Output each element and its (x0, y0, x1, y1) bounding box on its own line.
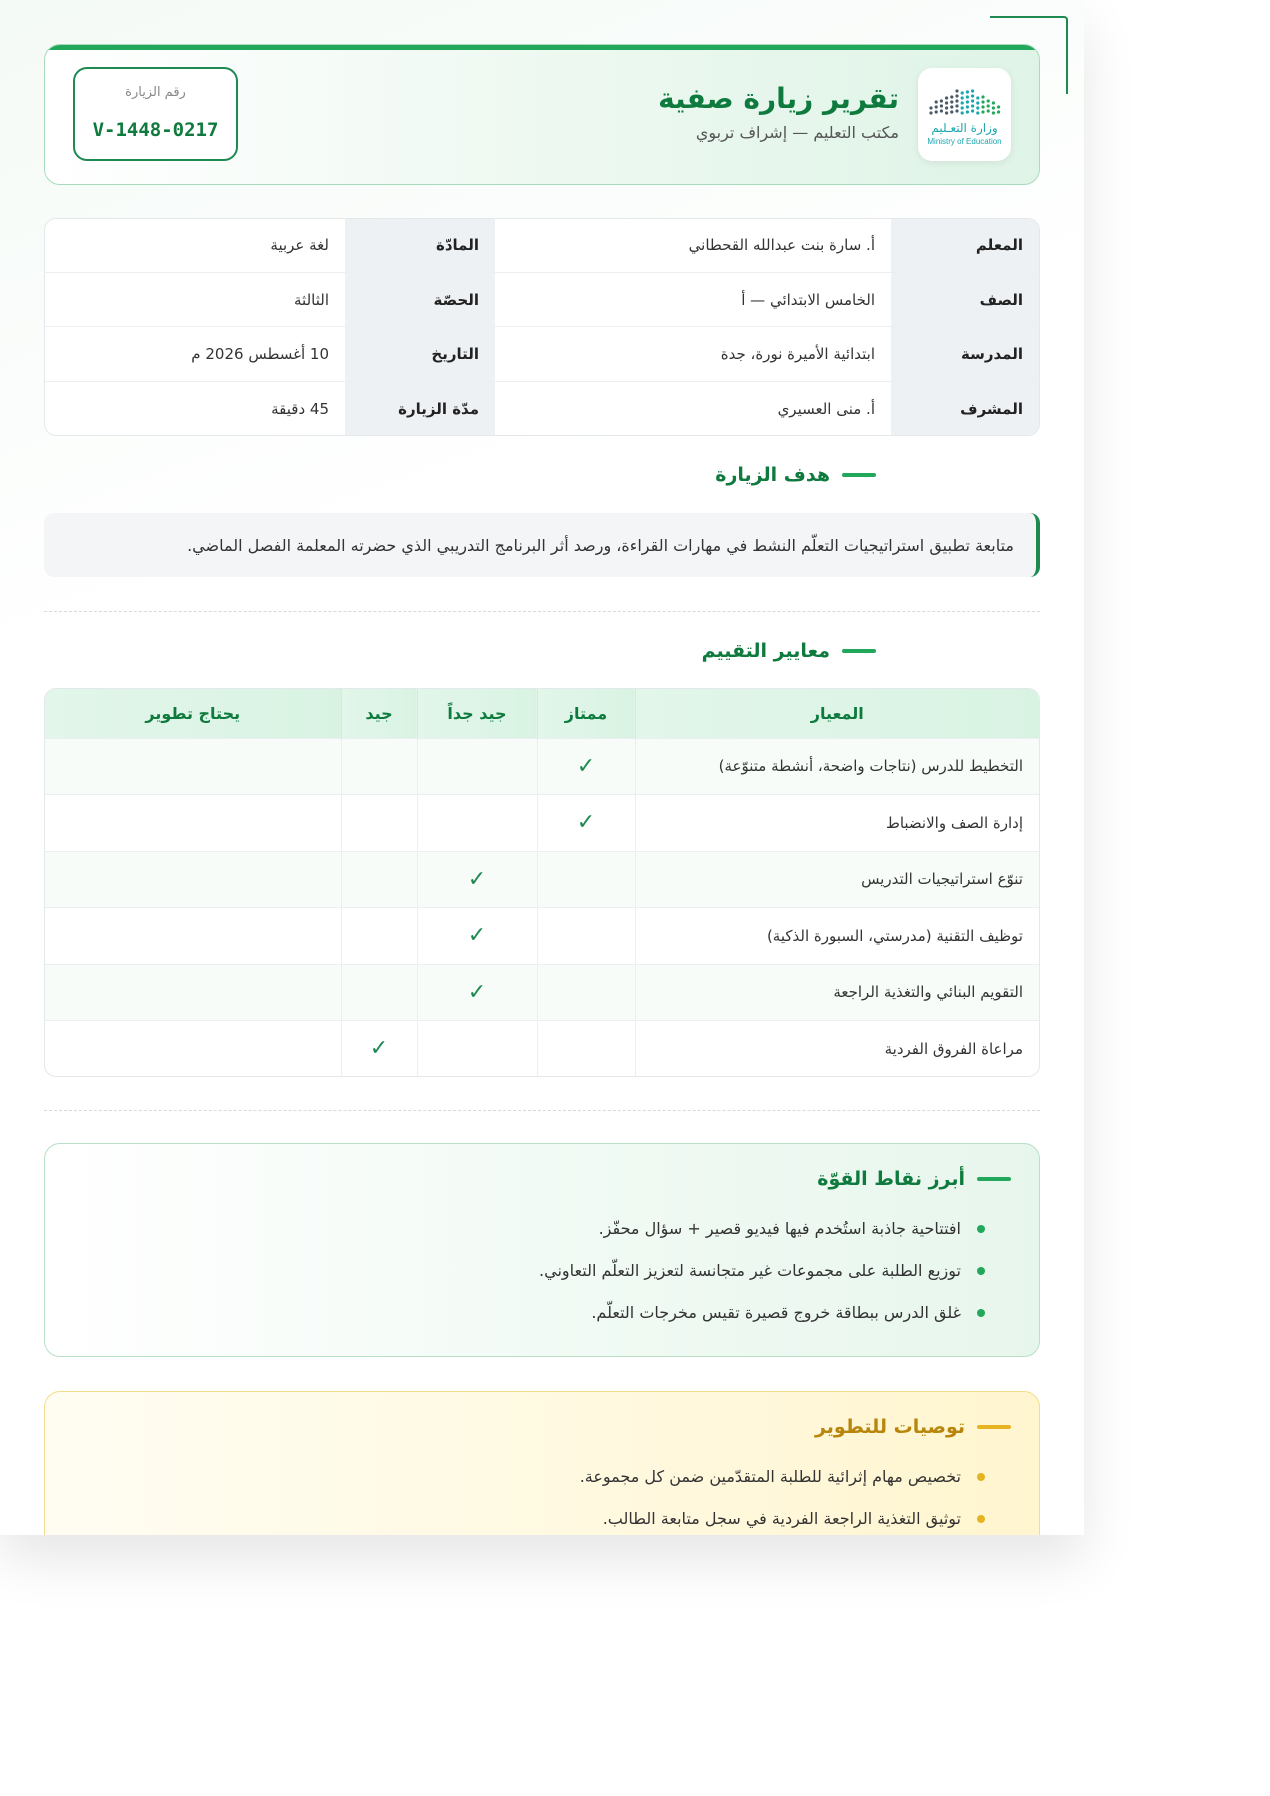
ministry-logo-icon (927, 83, 1003, 117)
strengths-list (539, 1208, 985, 1334)
info-value: أ. سارة بنت عبدالله القحطاني (495, 219, 891, 272)
criteria-row (45, 738, 1039, 795)
info-value: ابتدائية الأميرة نورة، جدة (495, 327, 891, 382)
info-row (45, 327, 1039, 382)
criteria-name: تنوّع استراتيجيات التدريس (635, 851, 1039, 908)
visit-number-box (73, 67, 238, 161)
strengths-heading (817, 1168, 1011, 1190)
strengths-heading-text: أبرز نقاط القوّة (817, 1168, 965, 1190)
rating-cell (537, 851, 635, 908)
section-divider (44, 1110, 1040, 1111)
recommendations-list (580, 1456, 985, 1535)
criteria-heading (702, 640, 876, 662)
bullet-icon (977, 1309, 985, 1317)
rating-cell (341, 908, 417, 965)
bullet-icon (977, 1515, 985, 1523)
recommendations-box (44, 1391, 1040, 1535)
rating-cell (341, 964, 417, 1021)
visit-number-label: رقم الزيارة (125, 85, 186, 100)
page-subtitle: مكتب التعليم — إشراف تربوي (695, 123, 899, 142)
criteria-name: التخطيط للدرس (نتاجات واضحة، أنشطة متنوّعة) (635, 738, 1039, 795)
info-value: الخامس الابتدائي — أ (495, 272, 891, 327)
heading-bar (842, 649, 876, 653)
info-key: المادّة (345, 219, 495, 272)
check-icon: ✓ (341, 1021, 417, 1077)
rating-cell (537, 908, 635, 965)
heading-bar (977, 1177, 1011, 1181)
info-key: الصف (891, 272, 1039, 327)
heading-bar (977, 1425, 1011, 1429)
rating-cell (417, 795, 537, 852)
rating-cell (45, 851, 341, 908)
criteria-row (45, 795, 1039, 852)
criteria-column-header: ممتاز (537, 689, 635, 738)
info-value: لغة عربية (45, 219, 345, 272)
ministry-logo (918, 68, 1011, 161)
strengths-box (44, 1143, 1040, 1357)
goal-box (44, 513, 1040, 577)
info-value: أ. منى العسيري (777, 399, 875, 418)
info-row (45, 272, 1039, 327)
list-item (539, 1208, 985, 1250)
check-icon: ✓ (417, 851, 537, 908)
list-item (539, 1292, 985, 1334)
list-item-text: غلق الدرس ببطاقة خروج قصيرة تقيس مخرجات التعلّم. (591, 1303, 961, 1322)
logo-english-text: Ministry of Education (927, 137, 1002, 146)
recommendations-heading-text: توصيات للتطوير (814, 1416, 965, 1438)
info-key: التاريخ (345, 327, 495, 382)
goal-heading-text: هدف الزيارة (715, 464, 830, 486)
list-item-text: افتتاحية جاذبة استُخدم فيها فيديو قصير + سؤال محفّز. (598, 1219, 961, 1238)
rating-cell (45, 964, 341, 1021)
criteria-name: مراعاة الفروق الفردية (635, 1021, 1039, 1077)
page-title: تقرير زيارة صفية (658, 82, 899, 115)
bullet-icon (977, 1225, 985, 1233)
criteria-row (45, 1021, 1039, 1077)
report-header (44, 44, 1040, 185)
bullet-icon (977, 1473, 985, 1481)
list-item (580, 1498, 985, 1535)
recommendations-heading (815, 1416, 1011, 1438)
list-item (539, 1250, 985, 1292)
criteria-name: إدارة الصف والانضباط (635, 795, 1039, 852)
criteria-column-header: المعيار (635, 689, 1039, 738)
info-key: الحصّة (345, 272, 495, 327)
info-key: مدّة الزيارة (345, 382, 495, 435)
rating-cell (417, 1021, 537, 1077)
goal-heading (715, 464, 876, 486)
rating-cell (45, 795, 341, 852)
rating-cell (341, 738, 417, 795)
list-item (580, 1456, 985, 1498)
rating-cell (45, 908, 341, 965)
info-row (45, 219, 1039, 272)
list-item-text: تخصيص مهام إثرائية للطلبة المتقدّمين ضمن كل مجموعة. (579, 1467, 961, 1486)
info-row (45, 382, 1039, 435)
check-icon: ✓ (417, 964, 537, 1021)
criteria-name: التقويم البنائي والتغذية الراجعة (635, 964, 1039, 1021)
visit-number-value: V-1448-0217 (92, 119, 219, 141)
info-value: 10 أغسطس 2026 م (45, 327, 345, 382)
check-icon: ✓ (537, 738, 635, 795)
check-icon: ✓ (417, 908, 537, 965)
section-divider (44, 611, 1040, 612)
check-icon: ✓ (537, 795, 635, 852)
criteria-heading-text: معايير التقييم (701, 640, 830, 662)
info-key: المدرسة (891, 327, 1039, 382)
rating-cell (537, 1021, 635, 1077)
goal-text: متابعة تطبيق استراتيجيات التعلّم النشط في مهارات القراءة، ورصد أثر البرنامج التدريبي الذي حضرته المعلمة الفصل الماضي. (187, 535, 1014, 555)
rating-cell (417, 738, 537, 795)
logo-arabic-text: وزارة التعـليم (931, 121, 998, 135)
info-value: الثالثة (45, 272, 345, 327)
rating-cell (45, 738, 341, 795)
criteria-column-header: يحتاج تطوير (45, 689, 341, 738)
list-item-text: توثيق التغذية الراجعة الفردية في سجل متابعة الطالب. (602, 1509, 961, 1528)
bullet-icon (977, 1267, 985, 1275)
info-value: 45 دقيقة (271, 399, 329, 418)
rating-cell (341, 851, 417, 908)
criteria-column-header: جيد جداً (417, 689, 537, 738)
list-item-text: توزيع الطلبة على مجموعات غير متجانسة لتعزيز التعلّم التعاوني. (539, 1261, 961, 1280)
criteria-row (45, 851, 1039, 908)
rating-cell (45, 1021, 341, 1077)
info-key: المشرف (891, 382, 1039, 435)
rating-cell (537, 964, 635, 1021)
heading-bar (842, 473, 876, 477)
criteria-name: توظيف التقنية (مدرستي، السبورة الذكية) (635, 908, 1039, 965)
criteria-column-header: جيد (341, 689, 417, 738)
visit-info-table (44, 218, 1040, 436)
info-key: المعلم (891, 219, 1039, 272)
rating-cell (341, 795, 417, 852)
criteria-row (45, 964, 1039, 1021)
criteria-table (44, 688, 1040, 1077)
criteria-row (45, 908, 1039, 965)
